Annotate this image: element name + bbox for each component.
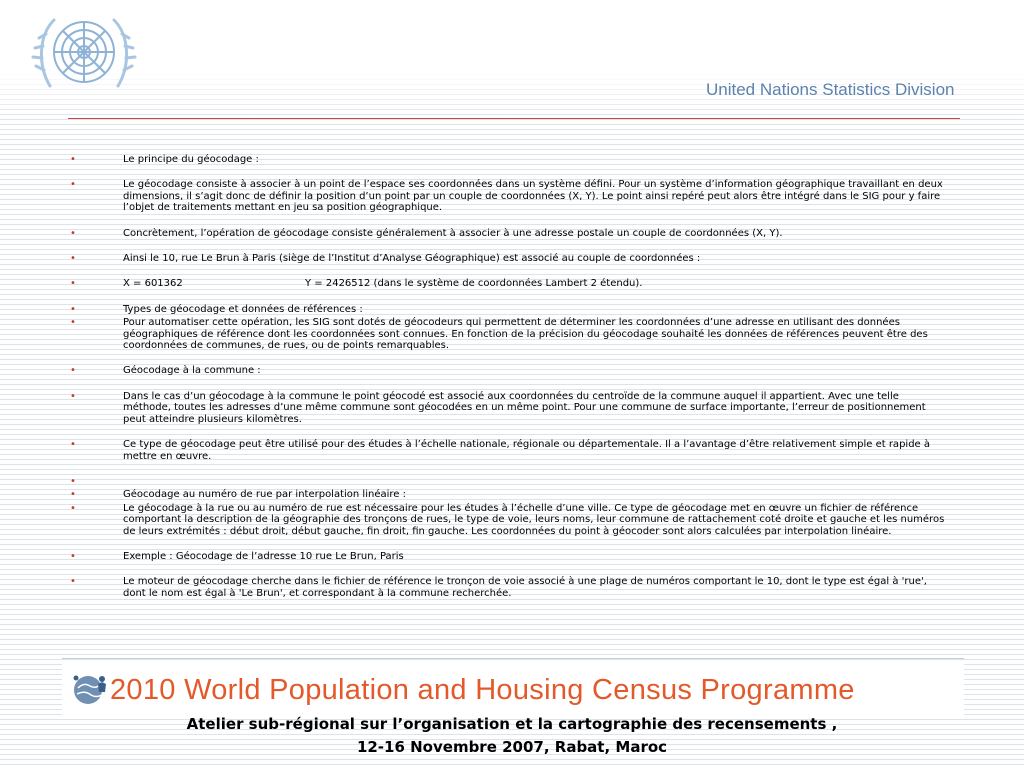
bullet-icon: • [70, 390, 76, 402]
bullet-icon: • [70, 317, 76, 329]
list-item [68, 391, 948, 425]
list-item [68, 179, 948, 213]
slide-body [68, 154, 948, 599]
list-item [68, 576, 948, 599]
list-item [68, 551, 948, 562]
item-text: Ce type de géocodage peut être utilisé pour des études à l’échelle nationale, régionale ou départementale. Il a l’avantage d’être relativement simple et rapide à mettre en œuvre. [123, 439, 930, 462]
item-text: Pour automatiser cette opération, les SIG sont dotés de géocodeurs qui permettent de déterminer les coordonnées d’une adresse en utilisant des données géographiques de référence dont les coordonnées sont connues. En fonction de la précision du géocodage souhaité les données de références peuvent être des coordonnées de communes, de rues, ou de points remarquables. [123, 317, 928, 352]
workshop-title: Atelier sub-régional sur l’organisation et la cartographie des recensements , [186, 715, 838, 733]
list-item [68, 154, 948, 165]
y-coordinate: Y = 2426512 (dans le système de coordonnées Lambert 2 étendu). [305, 278, 643, 290]
bullet-icon: • [70, 154, 76, 165]
list-item [68, 439, 948, 462]
item-text: Géocodage au numéro de rue par interpolation linéaire : [123, 489, 406, 501]
item-text: Le géocodage à la rue ou au numéro de rue est nécessaire pour les études à l’échelle d’une ville. Ce type de géocodage met en œuvre un fichier de référence comportant la description de la géographie des tronçons de rues, le type de voie, leurs noms, leur commune de rattachement coté droite et gauche et les numéros de leurs extrémités : début droit, début gauche, fin droit, fin gauche. Les coordonnées du point à géocoder sont alors calculées par interpolation linéaire. [123, 502, 945, 537]
bullet-list [68, 154, 948, 599]
list-item [68, 253, 948, 264]
list-item [68, 476, 948, 487]
bullet-icon: • [70, 179, 76, 191]
census-banner [62, 662, 964, 718]
item-text: Le géocodage consiste à associer à un point de l’espace ses coordonnées dans un système défini. Pour un système d’information géographique travaillant en deux dimensions, il s’agit donc de définir la position d’un point par un couple de coordonnées (X, Y). Le point ainsi repéré peut alors être intégré dans le SIG pour y faire l’objet de traitements mettant en jeu sa position géographique. [123, 179, 943, 214]
bullet-icon: • [70, 502, 76, 514]
list-item [68, 489, 948, 500]
bullet-icon: • [70, 439, 76, 451]
bullet-icon: • [70, 253, 76, 265]
bullet-icon: • [70, 278, 76, 290]
census-programme-title: 2010 World Population and Housing Census Programme [110, 674, 855, 706]
list-item [68, 228, 948, 239]
slide-header [0, 0, 1024, 122]
item-text: Le principe du géocodage : [123, 154, 259, 165]
item-text: Exemple : Géocodage de l’adresse 10 rue Le Brun, Paris [123, 550, 404, 562]
globe-people-icon [68, 670, 112, 708]
bullet-icon: • [70, 227, 76, 239]
item-text: Géocodage à la commune : [123, 365, 261, 377]
bullet-icon: • [70, 489, 76, 501]
bullet-icon: • [70, 576, 76, 588]
item-text: Ainsi le 10, rue Le Brun à Paris (siège de l’Institut d’Analyse Géographique) est associé au couple de coordonnées : [123, 253, 701, 265]
footer-divider [62, 658, 964, 659]
list-item [68, 304, 948, 315]
item-text: Le moteur de géocodage cherche dans le fichier de référence le tronçon de voie associé à une plage de numéros comportant le 10, dont le type est égal à 'rue', dont le nom est égal à 'Le Brun', et correspondant à la commune recherchée. [123, 576, 927, 599]
division-title: United Nations Statistics Division [706, 80, 955, 99]
item-text: Concrètement, l’opération de géocodage consiste généralement à associer à une adresse postale un couple de coordonnées (X, Y). [123, 227, 783, 239]
list-item [68, 278, 948, 289]
list-item [68, 503, 948, 537]
x-coordinate: X = 601362 [123, 278, 183, 290]
workshop-dates: 12-16 Novembre 2007, Rabat, Maroc [356, 738, 668, 756]
bullet-icon: • [70, 365, 76, 377]
bullet-icon: • [70, 475, 76, 487]
un-emblem-icon [28, 6, 140, 110]
item-text: Dans le cas d’un géocodage à la commune le point géocodé est associé aux coordonnées du centroïde de la commune auquel il appartient. Avec une telle méthode, toutes les adresses d’une même commune sont géocodées en un même point. Pour une commune de surface importante, l’erreur de positionnement peut atteindre plusieurs kilomètres. [123, 390, 926, 425]
list-item [68, 365, 948, 376]
bullet-icon: • [70, 303, 76, 315]
item-text: Types de géocodage et données de références : [123, 303, 363, 315]
list-item [68, 317, 948, 351]
bullet-icon: • [70, 550, 76, 562]
header-divider [68, 118, 960, 119]
